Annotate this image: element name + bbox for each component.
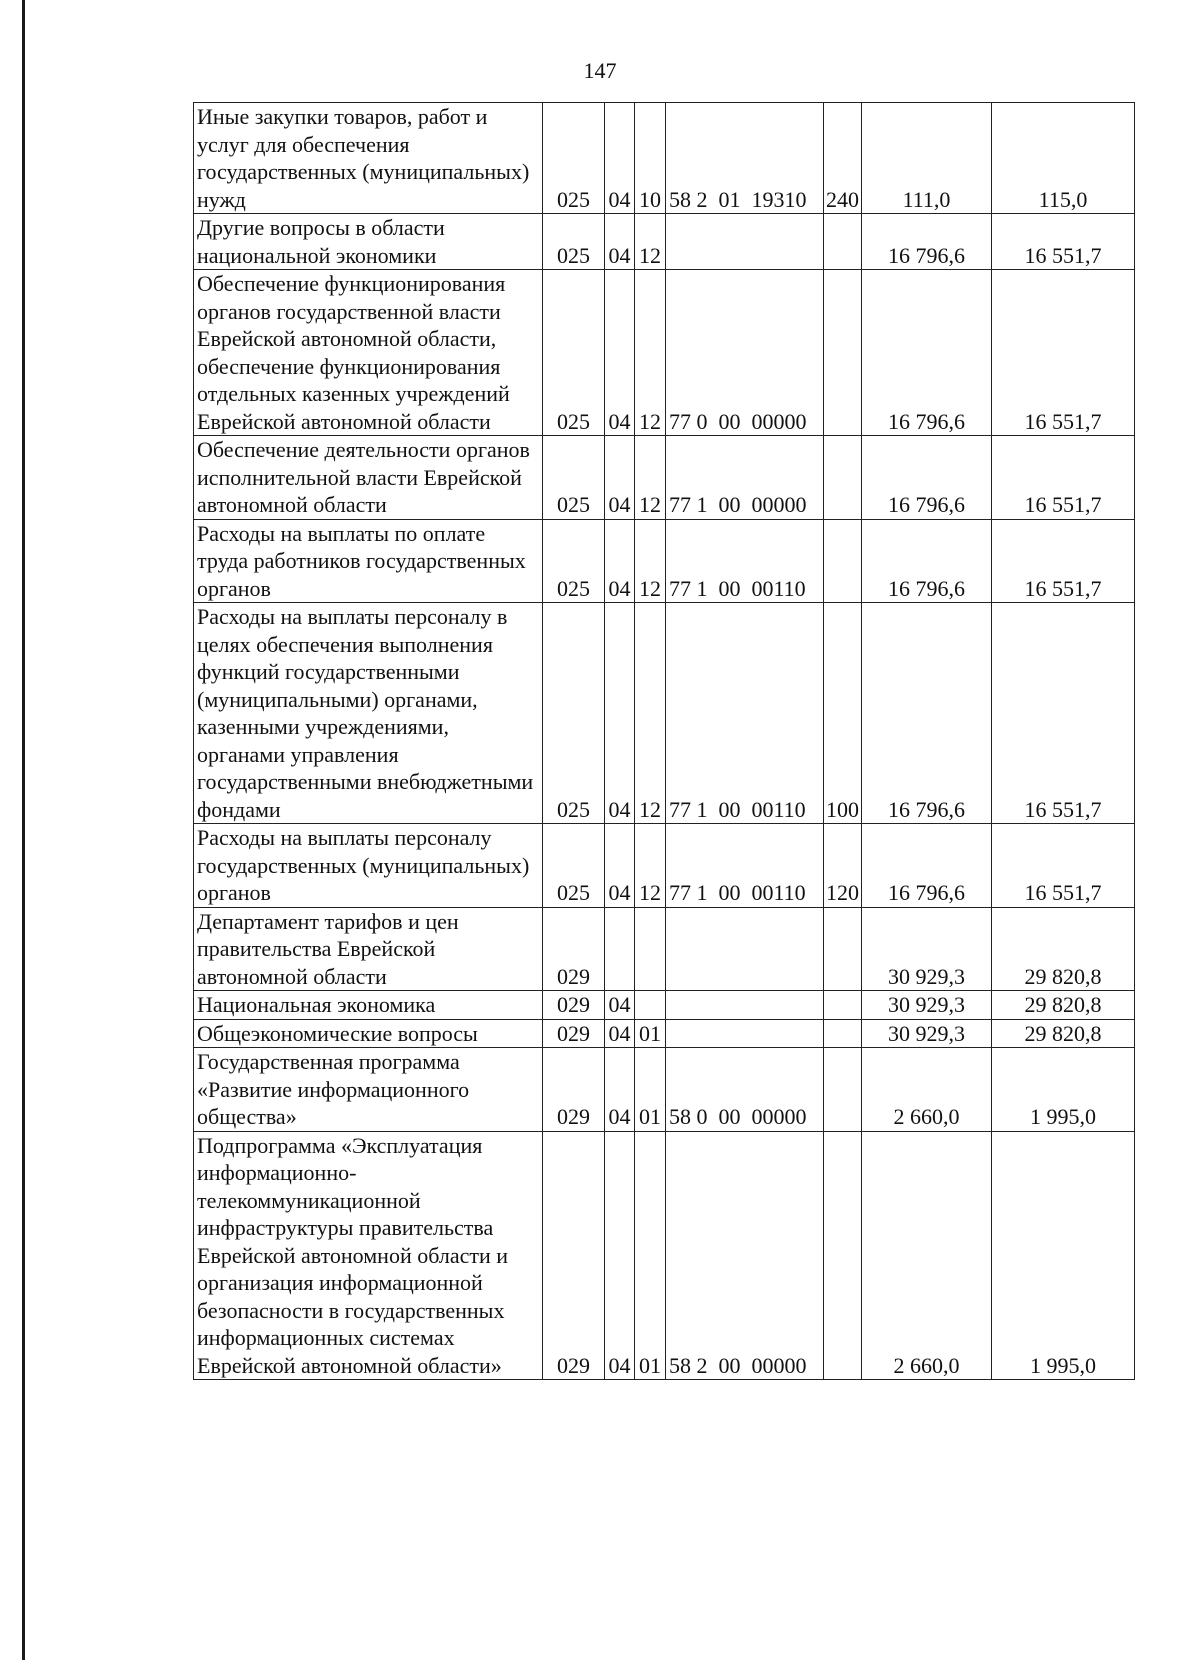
expense-name-cell: Расходы на выплаты по оплате труда работников государственных органов [194, 519, 543, 603]
expense-type-cell [824, 436, 862, 520]
expense-type-cell [824, 1019, 862, 1048]
expense-name-cell: Иные закупки товаров, работ и услуг для обеспечения государственных (муниципальных) нужд [194, 103, 543, 214]
amount-year1-cell: 30 929,3 [862, 907, 992, 991]
subsection-code-cell [635, 907, 666, 991]
subsection-code-cell: 12 [635, 519, 666, 603]
target-article-cell [666, 214, 824, 270]
amount-year1-cell: 2 660,0 [862, 1131, 992, 1380]
section-code-cell: 04 [605, 603, 635, 824]
amount-year2-cell: 29 820,8 [992, 1019, 1135, 1048]
section-code-cell: 04 [605, 519, 635, 603]
grbs-code-cell: 025 [543, 519, 605, 603]
table-row [194, 1131, 1135, 1380]
expense-type-cell: 100 [824, 603, 862, 824]
target-article-cell: 77 0 00 00000 [666, 270, 824, 436]
grbs-code-cell: 029 [543, 1131, 605, 1380]
expense-type-cell [824, 1131, 862, 1380]
amount-year1-cell: 16 796,6 [862, 436, 992, 520]
amount-year2-cell: 16 551,7 [992, 270, 1135, 436]
expense-name-cell: Государственная программа «Развитие информационного общества» [194, 1048, 543, 1132]
target-article-cell: 77 1 00 00110 [666, 519, 824, 603]
amount-year1-cell: 16 796,6 [862, 603, 992, 824]
amount-year1-cell: 16 796,6 [862, 519, 992, 603]
section-code-cell: 04 [605, 991, 635, 1020]
section-code-cell [605, 907, 635, 991]
target-article-cell: 58 2 01 19310 [666, 103, 824, 214]
table-row [194, 907, 1135, 991]
amount-year1-cell: 16 796,6 [862, 270, 992, 436]
amount-year2-cell: 1 995,0 [992, 1131, 1135, 1380]
section-code-cell: 04 [605, 103, 635, 214]
expense-name-cell: Расходы на выплаты персоналу в целях обеспечения выполнения функций государственными (муниципальными) органами, казенными учреждениями, органами управления государственными внебюджетными фондами [194, 603, 543, 824]
grbs-code-cell: 029 [543, 1048, 605, 1132]
section-code-cell: 04 [605, 270, 635, 436]
amount-year1-cell: 2 660,0 [862, 1048, 992, 1132]
table-row [194, 214, 1135, 270]
subsection-code-cell: 12 [635, 824, 666, 908]
amount-year2-cell: 16 551,7 [992, 436, 1135, 520]
expense-type-cell [824, 1048, 862, 1132]
subsection-code-cell: 01 [635, 1019, 666, 1048]
amount-year2-cell: 29 820,8 [992, 991, 1135, 1020]
target-article-cell: 77 1 00 00110 [666, 603, 824, 824]
expense-name-cell: Расходы на выплаты персоналу государственных (муниципальных) органов [194, 824, 543, 908]
grbs-code-cell: 025 [543, 603, 605, 824]
budget-table-body [194, 103, 1135, 1380]
target-article-cell [666, 991, 824, 1020]
subsection-code-cell [635, 991, 666, 1020]
expense-type-cell: 240 [824, 103, 862, 214]
amount-year1-cell: 16 796,6 [862, 214, 992, 270]
amount-year2-cell: 16 551,7 [992, 214, 1135, 270]
table-row [194, 270, 1135, 436]
expense-name-cell: Национальная экономика [194, 991, 543, 1020]
target-article-cell [666, 907, 824, 991]
subsection-code-cell: 01 [635, 1048, 666, 1132]
subsection-code-cell: 12 [635, 270, 666, 436]
grbs-code-cell: 025 [543, 824, 605, 908]
table-row [194, 991, 1135, 1020]
section-code-cell: 04 [605, 824, 635, 908]
grbs-code-cell: 025 [543, 436, 605, 520]
section-code-cell: 04 [605, 436, 635, 520]
expense-name-cell: Другие вопросы в области национальной экономики [194, 214, 543, 270]
amount-year1-cell: 30 929,3 [862, 991, 992, 1020]
subsection-code-cell: 10 [635, 103, 666, 214]
expense-name-cell: Обеспечение функционирования органов государственной власти Еврейской автономной области, обеспечение функционирования отдельных казенных учреждений Еврейской автономной области [194, 270, 543, 436]
amount-year2-cell: 115,0 [992, 103, 1135, 214]
table-row [194, 519, 1135, 603]
amount-year2-cell: 16 551,7 [992, 603, 1135, 824]
table-row [194, 1048, 1135, 1132]
subsection-code-cell: 12 [635, 436, 666, 520]
amount-year1-cell: 30 929,3 [862, 1019, 992, 1048]
grbs-code-cell: 029 [543, 1019, 605, 1048]
grbs-code-cell: 029 [543, 991, 605, 1020]
grbs-code-cell: 025 [543, 103, 605, 214]
expense-name-cell: Общеэкономические вопросы [194, 1019, 543, 1048]
section-code-cell: 04 [605, 214, 635, 270]
grbs-code-cell: 025 [543, 270, 605, 436]
target-article-cell: 77 1 00 00000 [666, 436, 824, 520]
grbs-code-cell: 029 [543, 907, 605, 991]
expense-type-cell [824, 907, 862, 991]
page-number: 147 [583, 58, 617, 83]
target-article-cell: 58 0 00 00000 [666, 1048, 824, 1132]
amount-year2-cell: 29 820,8 [992, 907, 1135, 991]
target-article-cell: 58 2 00 00000 [666, 1131, 824, 1380]
table-row [194, 436, 1135, 520]
expense-name-cell: Подпрограмма «Эксплуатация информационно-телекоммуникационной инфраструктуры правительства Еврейской автономной области и организация информационной безопасности в государственных информационных системах Еврейской автономной области» [194, 1131, 543, 1380]
section-code-cell: 04 [605, 1019, 635, 1048]
target-article-cell [666, 1019, 824, 1048]
table-row [194, 1019, 1135, 1048]
amount-year2-cell: 1 995,0 [992, 1048, 1135, 1132]
expense-type-cell [824, 519, 862, 603]
expense-type-cell: 120 [824, 824, 862, 908]
section-code-cell: 04 [605, 1048, 635, 1132]
table-row [194, 603, 1135, 824]
table-row [194, 103, 1135, 214]
subsection-code-cell: 12 [635, 214, 666, 270]
expense-name-cell: Обеспечение деятельности органов исполнительной власти Еврейской автономной области [194, 436, 543, 520]
expense-type-cell [824, 991, 862, 1020]
table-row [194, 824, 1135, 908]
subsection-code-cell: 01 [635, 1131, 666, 1380]
scan-edge-line [22, 0, 25, 1660]
section-code-cell: 04 [605, 1131, 635, 1380]
target-article-cell: 77 1 00 00110 [666, 824, 824, 908]
budget-table [193, 102, 1135, 1380]
amount-year2-cell: 16 551,7 [992, 824, 1135, 908]
grbs-code-cell: 025 [543, 214, 605, 270]
amount-year2-cell: 16 551,7 [992, 519, 1135, 603]
amount-year1-cell: 111,0 [862, 103, 992, 214]
expense-type-cell [824, 270, 862, 436]
expense-type-cell [824, 214, 862, 270]
amount-year1-cell: 16 796,6 [862, 824, 992, 908]
expense-name-cell: Департамент тарифов и цен правительства Еврейской автономной области [194, 907, 543, 991]
subsection-code-cell: 12 [635, 603, 666, 824]
